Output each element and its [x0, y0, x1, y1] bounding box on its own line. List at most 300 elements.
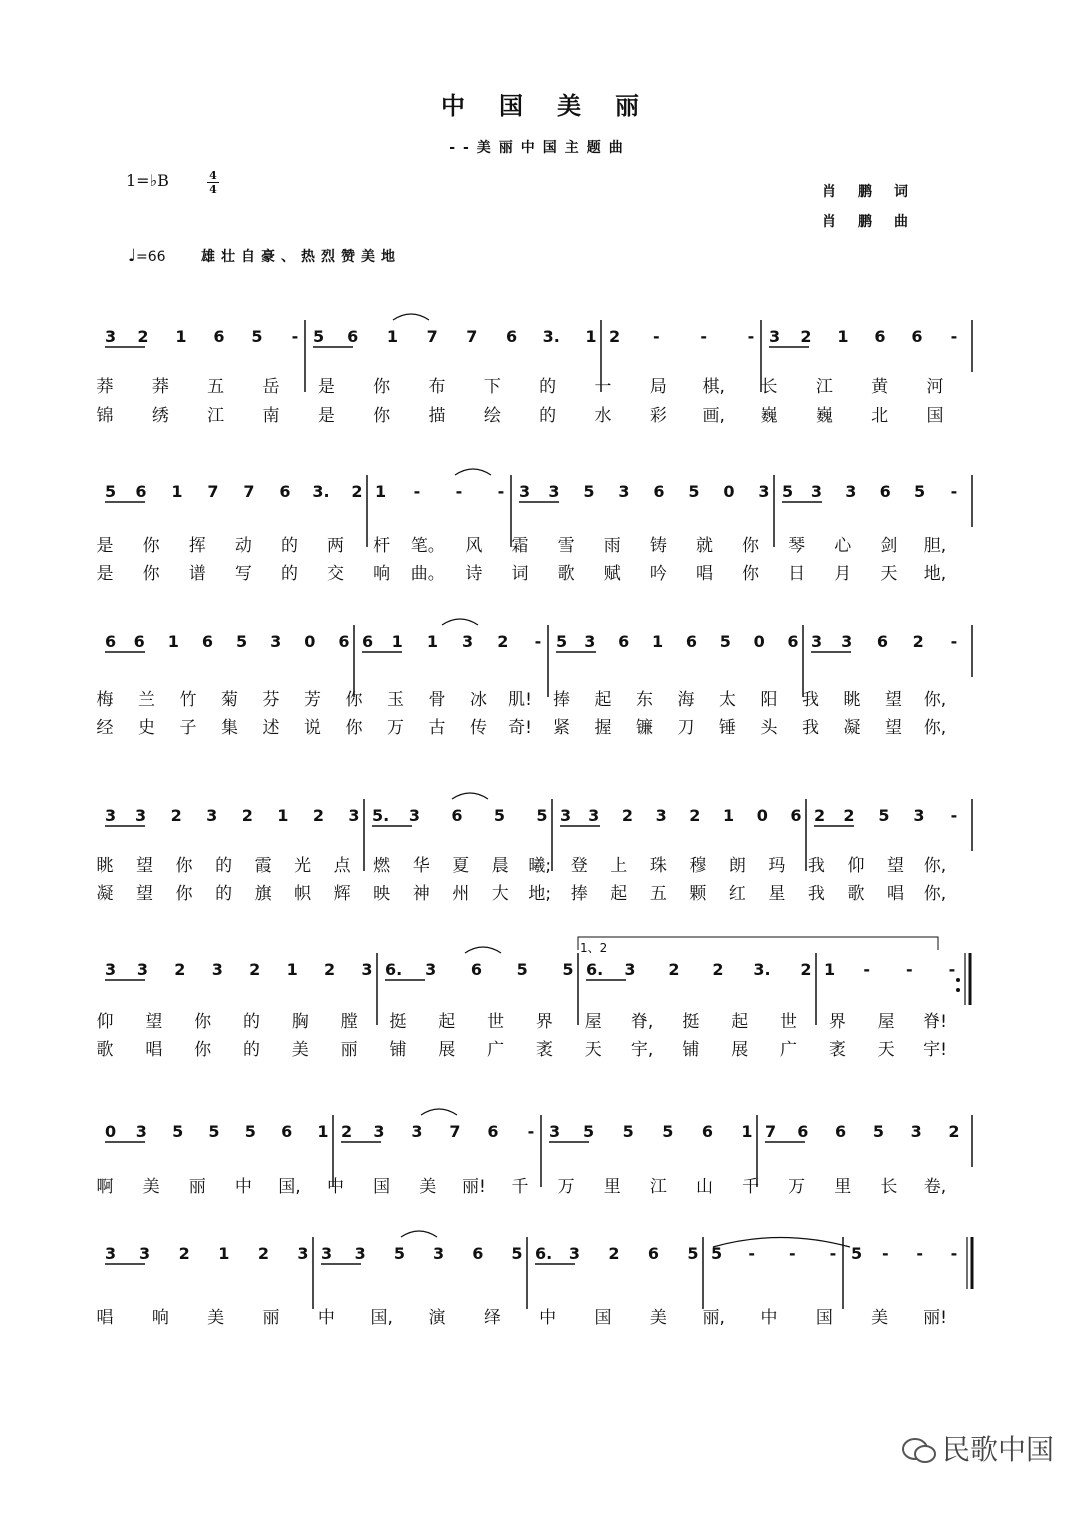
jianpu-note: - — [882, 1244, 889, 1263]
jianpu-note: - — [829, 1244, 837, 1263]
lyric-character: 天 — [877, 1040, 895, 1060]
lyric-character: 就 — [695, 536, 713, 556]
lyric-character: 的 — [539, 406, 557, 426]
lyric-character: 词 — [511, 564, 529, 584]
lyric-character: 膛 — [340, 1012, 358, 1032]
jianpu-note: 3 — [584, 632, 596, 651]
jianpu-note: 2 — [814, 806, 826, 825]
lyric-character: 丽 — [188, 1177, 206, 1197]
jianpu-note: 1 — [167, 632, 179, 651]
lyric-character: 描 — [428, 406, 446, 426]
volta-label: 1、2 — [580, 941, 608, 955]
jianpu-note: - — [748, 1244, 755, 1263]
lyric-character: 歌 — [557, 564, 575, 584]
jianpu-note: 3 — [135, 1122, 147, 1141]
jianpu-note: 7 — [426, 327, 438, 346]
lyric-character: 燃 — [373, 856, 391, 876]
lyric-character: 黄 — [871, 377, 889, 397]
jianpu-note: 6 — [213, 327, 225, 346]
lyric-character: 广 — [780, 1040, 798, 1060]
chat-bubble-icon — [902, 1436, 936, 1466]
jianpu-note: 5 — [851, 1244, 863, 1263]
lyric-character: 的 — [280, 564, 298, 584]
lyric-character: 美 — [207, 1308, 225, 1328]
jianpu-note: 3 — [548, 482, 560, 501]
jianpu-note: 0 — [753, 632, 765, 651]
jianpu-note: 6 — [835, 1122, 847, 1141]
jianpu-note: 5 — [562, 960, 574, 979]
jianpu-note: 5 — [105, 482, 117, 501]
jianpu-note: 2 — [324, 960, 336, 979]
lyric-character: 吟 — [649, 564, 667, 584]
tempo-marking: ♩=66 — [128, 246, 166, 266]
jianpu-note: 1 — [175, 327, 187, 346]
lyric-character: 起 — [594, 690, 612, 710]
jianpu-note: 3 — [433, 1244, 445, 1263]
jianpu-note: 6 — [797, 1122, 809, 1141]
lyric-character: 挺 — [682, 1012, 700, 1032]
lyric-character: 谱 — [188, 564, 206, 584]
jianpu-note: 3 — [361, 960, 373, 979]
lyric-character: 华 — [412, 856, 430, 876]
jianpu-note: 3 — [105, 327, 117, 346]
jianpu-note: - — [455, 482, 463, 501]
jianpu-note: 1 — [585, 327, 597, 346]
jianpu-note: 6 — [506, 327, 518, 346]
jianpu-note: - — [916, 1244, 923, 1263]
lyric-character: 展 — [731, 1040, 749, 1060]
jianpu-note: 1 — [824, 960, 836, 979]
lyric-character: 头 — [760, 718, 778, 738]
lyric-character: 袤 — [535, 1040, 553, 1060]
lyric-character: 展 — [438, 1040, 456, 1060]
jianpu-note: 2 — [800, 327, 812, 346]
jianpu-note: 2 — [712, 960, 724, 979]
slur-arc — [452, 793, 488, 799]
lyric-character: 地; — [528, 884, 552, 904]
volta-bracket — [578, 937, 938, 950]
jianpu-note: 5 — [208, 1122, 220, 1141]
lyric-character: 莽 — [151, 377, 169, 397]
jianpu-note: 2 — [351, 482, 363, 501]
jianpu-note: - — [413, 482, 421, 501]
jianpu-note: 3 — [758, 482, 770, 501]
lyric-character: 是 — [317, 377, 335, 397]
lyric-character: 起 — [438, 1012, 456, 1032]
lyric-character: 兰 — [138, 690, 155, 710]
jianpu-note: 6 — [451, 806, 463, 825]
jianpu-note: 6 — [701, 1122, 713, 1141]
jianpu-note: 3 — [568, 1244, 581, 1263]
jianpu-note: 6 — [618, 632, 630, 651]
lyric-character: 中 — [234, 1177, 252, 1197]
lyric-character: 你 — [142, 564, 160, 584]
lyric-character: 的 — [242, 1012, 260, 1032]
lyric-character: 芬 — [262, 690, 280, 710]
lyric-character: 江 — [207, 406, 225, 426]
jianpu-note: 1 — [741, 1122, 753, 1141]
jianpu-note: 5 — [914, 482, 926, 501]
lyric-character: 世 — [487, 1012, 505, 1032]
jianpu-note: 5 — [662, 1122, 674, 1141]
lyric-character: 冰 — [470, 690, 487, 710]
jianpu-note: 6 — [653, 482, 665, 501]
jianpu-note: - — [863, 960, 870, 979]
lyric-character: 千 — [511, 1177, 529, 1197]
lyric-character: 局 — [649, 377, 667, 397]
lyric-character: 你, — [923, 718, 947, 738]
lyric-character: 捧 — [570, 884, 588, 904]
jianpu-note: 5 — [583, 482, 595, 501]
lyric-character: 我 — [807, 856, 825, 876]
jianpu-note: - — [906, 960, 913, 979]
jianpu-note: - — [950, 632, 958, 651]
jianpu-note: - — [950, 327, 958, 346]
jianpu-note: 1 — [426, 632, 438, 651]
song-subtitle: --美丽中国主题曲 — [449, 140, 631, 156]
lyric-character: 杆 — [373, 536, 391, 556]
jianpu-note: 6 — [879, 482, 891, 501]
watermark-text: 民歌中国 — [942, 1433, 1055, 1466]
lyric-character: 海 — [677, 690, 695, 710]
lyric-character: 望 — [885, 718, 902, 738]
lyric-character: 唱 — [96, 1308, 114, 1328]
lyric-character: 神 — [412, 884, 430, 904]
lyric-character: 望 — [136, 884, 154, 904]
lyric-character: 山 — [695, 1177, 713, 1197]
lyric-character: 你, — [923, 690, 947, 710]
lyric-character: 仰 — [96, 1012, 114, 1032]
lyric-character: 心 — [834, 536, 852, 556]
lyric-character: 是 — [317, 406, 335, 426]
jianpu-note: - — [497, 482, 505, 501]
jianpu-note: 5 — [511, 1244, 523, 1263]
lyric-character: 点 — [333, 856, 351, 876]
lyric-character: 凝 — [96, 884, 114, 904]
lyric-character: 江 — [649, 1177, 667, 1197]
lyric-character: 雪 — [557, 536, 575, 556]
song-title: 中国美丽 — [441, 92, 673, 120]
quarter-note-icon: ♩ — [128, 246, 137, 266]
jianpu-note: 3 — [105, 806, 117, 825]
jianpu-note: 3 — [588, 806, 600, 825]
lyric-character: 你 — [175, 856, 193, 876]
lyric-character: 诗 — [465, 564, 483, 584]
lyric-character: 莽 — [96, 377, 114, 397]
lyric-character: 史 — [138, 718, 155, 738]
jianpu-note: 6 — [876, 632, 889, 651]
lyric-character: 你, — [923, 856, 947, 876]
lyric-character: 你 — [345, 718, 363, 738]
lyric-character: 万 — [387, 718, 404, 738]
jianpu-note: 7 — [449, 1122, 461, 1141]
jianpu-note: 5 — [236, 632, 248, 651]
jianpu-note: 6 — [338, 632, 350, 651]
lyric-character: 中 — [327, 1177, 345, 1197]
lyric-character: 万 — [557, 1177, 575, 1197]
lyric-character: 挺 — [389, 1012, 407, 1032]
lyric-character: 帜 — [294, 884, 312, 904]
lyric-character: 巍 — [760, 406, 778, 426]
jianpu-note: 6 — [685, 632, 697, 651]
lyric-character: 朗 — [728, 856, 746, 876]
lyric-character: 铸 — [649, 536, 667, 556]
lyric-character: 丽! — [923, 1308, 947, 1328]
lyric-character: 美 — [419, 1177, 437, 1197]
lyric-character: 丽 — [262, 1308, 280, 1328]
lyric-character: 笔。 — [410, 536, 445, 556]
jianpu-note: 3 — [411, 1122, 423, 1141]
lyric-character: 霜 — [511, 536, 529, 556]
jianpu-note: 3 — [135, 806, 147, 825]
lyric-character: 曲。 — [410, 564, 445, 584]
lyric-character: 里 — [834, 1177, 852, 1197]
lyric-character: 天 — [584, 1040, 602, 1060]
lyric-character: 梅 — [96, 690, 114, 710]
jianpu-note: 1 — [218, 1244, 230, 1263]
jianpu-note: 6 — [874, 327, 886, 346]
slur-arc — [442, 619, 478, 625]
lyric-character: 国, — [370, 1308, 393, 1328]
lyric-character: 阳 — [760, 690, 778, 710]
jianpu-note: 3 — [139, 1244, 151, 1263]
lyric-character: 赋 — [603, 564, 621, 584]
lyric-character: 望 — [885, 690, 902, 710]
jianpu-note: 7 — [207, 482, 219, 501]
jianpu-note: 3 — [913, 806, 925, 825]
lyric-character: 述 — [262, 718, 280, 738]
jianpu-note: 2 — [843, 806, 855, 825]
lyric-character: 唱 — [145, 1040, 163, 1060]
jianpu-note: 2 — [912, 632, 924, 651]
jianpu-note: 5 — [516, 960, 528, 979]
lyric-character: 穆 — [689, 856, 707, 876]
jianpu-note: 3 — [519, 482, 531, 501]
lyric-character: 子 — [179, 718, 197, 738]
lyric-character: 的 — [215, 884, 233, 904]
jianpu-note: - — [789, 1244, 796, 1263]
lyric-character: 唱 — [886, 884, 904, 904]
lyric-character: 美 — [649, 1308, 667, 1328]
lyric-character: 肌! — [508, 690, 532, 710]
jianpu-note: 5 — [782, 482, 794, 501]
lyric-character: 锤 — [719, 718, 736, 738]
jianpu-note: 1 — [171, 482, 183, 501]
lyric-character: 夏 — [452, 856, 470, 876]
lyric-character: 登 — [570, 856, 588, 876]
jianpu-note: 3 — [270, 632, 282, 651]
jianpu-note: 5 — [687, 1244, 699, 1263]
jianpu-note: 1 — [386, 327, 398, 346]
jianpu-note: 6 — [133, 632, 145, 651]
lyric-character: 经 — [96, 718, 114, 738]
lyric-character: 国 — [815, 1308, 833, 1328]
lyric-character: 河 — [926, 377, 944, 397]
lyric-character: 国, — [278, 1177, 301, 1197]
jianpu-note: - — [700, 327, 707, 346]
jianpu-note: 6 — [472, 1244, 484, 1263]
lyric-character: 古 — [428, 718, 446, 738]
lyric-character: 唱 — [695, 564, 713, 584]
jianpu-note: 3 — [811, 632, 823, 651]
lyric-character: 琴 — [788, 536, 806, 556]
lyric-character: 玛 — [768, 856, 786, 876]
lyric-character: 锦 — [96, 406, 114, 426]
jianpu-note: 3 — [769, 327, 781, 346]
jianpu-note: 2 — [312, 806, 324, 825]
jianpu-note: 5 — [711, 1244, 723, 1263]
jianpu-note: 6 — [647, 1244, 660, 1263]
lyric-character: 晨 — [491, 856, 509, 876]
slur-arc — [393, 314, 429, 320]
jianpu-note: - — [653, 327, 660, 346]
jianpu-note: 3 — [136, 960, 148, 979]
lyric-character: 袤 — [828, 1040, 846, 1060]
lyric-character: 月 — [834, 564, 852, 584]
jianpu-note: 2 — [609, 327, 621, 346]
jianpu-note: - — [948, 960, 956, 979]
lyric-character: 一 — [594, 377, 612, 397]
jianpu-note: 5 — [251, 327, 263, 346]
jianpu-note: 3 — [618, 482, 630, 501]
jianpu-note: 3. — [753, 960, 771, 979]
lyric-character: 挥 — [188, 536, 206, 556]
lyric-character: 万 — [788, 1177, 806, 1197]
lyric-character: 你 — [373, 406, 391, 426]
jianpu-note: 3 — [105, 960, 117, 979]
slur-arc — [421, 1109, 457, 1115]
lyric-character: 绣 — [151, 406, 169, 426]
jianpu-note: 3 — [425, 960, 437, 979]
jianpu-note: 1 — [723, 806, 735, 825]
lyric-character: 响 — [151, 1308, 169, 1328]
jianpu-note: 6 — [470, 960, 483, 979]
lyric-character: 中 — [760, 1308, 778, 1328]
lyric-character: 奇! — [508, 718, 532, 738]
lyric-character: 握 — [594, 718, 612, 738]
jianpu-note: 6 — [105, 632, 117, 651]
lyric-character: 丽 — [340, 1040, 358, 1060]
lyric-character: 仰 — [847, 856, 865, 876]
jianpu-note: 1 — [277, 806, 289, 825]
jianpu-note: 5 — [878, 806, 890, 825]
lyric-character: 南 — [262, 406, 280, 426]
jianpu-note: 7 — [243, 482, 255, 501]
jianpu-note: 3 — [841, 632, 853, 651]
lyric-character: 玉 — [387, 690, 404, 710]
jianpu-note: 0 — [723, 482, 735, 501]
lyric-character: 江 — [815, 377, 833, 397]
watermark — [902, 1428, 1054, 1468]
lyric-character: 我 — [807, 884, 825, 904]
lyric-character: 歌 — [96, 1040, 114, 1060]
lyric-character: 你 — [142, 536, 160, 556]
lyric-character: 起 — [610, 884, 628, 904]
lyric-character: 长 — [880, 1177, 898, 1197]
jianpu-note: 2 — [497, 632, 509, 651]
jianpu-note: 0 — [105, 1122, 117, 1141]
jianpu-note: 5 — [556, 632, 568, 651]
lyric-character: 界 — [535, 1012, 553, 1032]
jianpu-note: 3 — [560, 806, 572, 825]
lyric-character: 你 — [373, 377, 391, 397]
lyric-character: 霞 — [254, 856, 272, 876]
jianpu-note: 2 — [249, 960, 261, 979]
jianpu-note: 2 — [170, 806, 182, 825]
jianpu-note: 2 — [621, 806, 633, 825]
jianpu-note: 6 — [279, 482, 291, 501]
jianpu-note: 5 — [622, 1122, 634, 1141]
lyric-character: 是 — [96, 536, 114, 556]
lyric-character: 丽, — [702, 1308, 725, 1328]
jianpu-note: 3 — [910, 1122, 922, 1141]
lyric-character: 胸 — [291, 1012, 309, 1032]
jianpu-note: 2 — [608, 1244, 620, 1263]
jianpu-note: 6. — [535, 1244, 553, 1263]
lyric-character: 水 — [594, 406, 612, 426]
lyric-character: 的 — [539, 377, 557, 397]
jianpu-note: 3 — [321, 1244, 333, 1263]
jianpu-note: 5 — [244, 1122, 256, 1141]
lyric-character: 太 — [719, 690, 736, 710]
jianpu-note: 5. — [372, 806, 390, 825]
lyric-character: 中 — [317, 1308, 335, 1328]
jianpu-note: 6 — [487, 1122, 499, 1141]
lyric-character: 你 — [742, 564, 760, 584]
lyric-character: 曦; — [528, 856, 552, 876]
composer-credit: 肖鹏曲 — [822, 214, 930, 230]
jianpu-note: 2 — [800, 960, 812, 979]
jianpu-note: 2 — [341, 1122, 353, 1141]
jianpu-note: 0 — [756, 806, 768, 825]
lyric-character: 五 — [649, 884, 667, 904]
lyric-character: 五 — [207, 377, 225, 397]
lyric-character: 铺 — [682, 1040, 700, 1060]
jianpu-note: 3 — [211, 960, 223, 979]
lyric-character: 芳 — [304, 690, 321, 710]
jianpu-note: 6 — [281, 1122, 293, 1141]
jianpu-note: 1 — [837, 327, 849, 346]
lyric-character: 长 — [760, 377, 778, 397]
lyric-character: 凝 — [843, 718, 861, 738]
lyric-character: 眺 — [843, 690, 861, 710]
lyric-character: 骨 — [428, 690, 446, 710]
jianpu-note: 3 — [297, 1244, 309, 1263]
slur-arc — [455, 469, 491, 475]
jianpu-note: 6 — [790, 806, 802, 825]
lyric-character: 下 — [483, 377, 501, 397]
jianpu-note: 3. — [312, 482, 330, 501]
jianpu-note: 1 — [652, 632, 664, 651]
time-denominator: 4 — [209, 183, 217, 196]
lyric-character: 东 — [636, 690, 653, 710]
jianpu-note: 7 — [466, 327, 478, 346]
lyric-character: 动 — [234, 536, 252, 556]
jianpu-note: 3 — [105, 1244, 117, 1263]
lyric-character: 望 — [136, 856, 154, 876]
lyric-character: 丽! — [461, 1177, 486, 1197]
lyric-character: 写 — [234, 564, 252, 584]
lyric-character: 辉 — [333, 884, 351, 904]
slur-arc — [401, 1231, 437, 1237]
lyric-character: 剑 — [880, 536, 898, 556]
jianpu-note: 1 — [391, 632, 403, 651]
jianpu-note: 1 — [317, 1122, 329, 1141]
lyric-character: 风 — [465, 536, 483, 556]
repeat-dot — [956, 978, 960, 982]
jianpu-note: 3 — [810, 482, 822, 501]
lyric-character: 国 — [926, 406, 944, 426]
